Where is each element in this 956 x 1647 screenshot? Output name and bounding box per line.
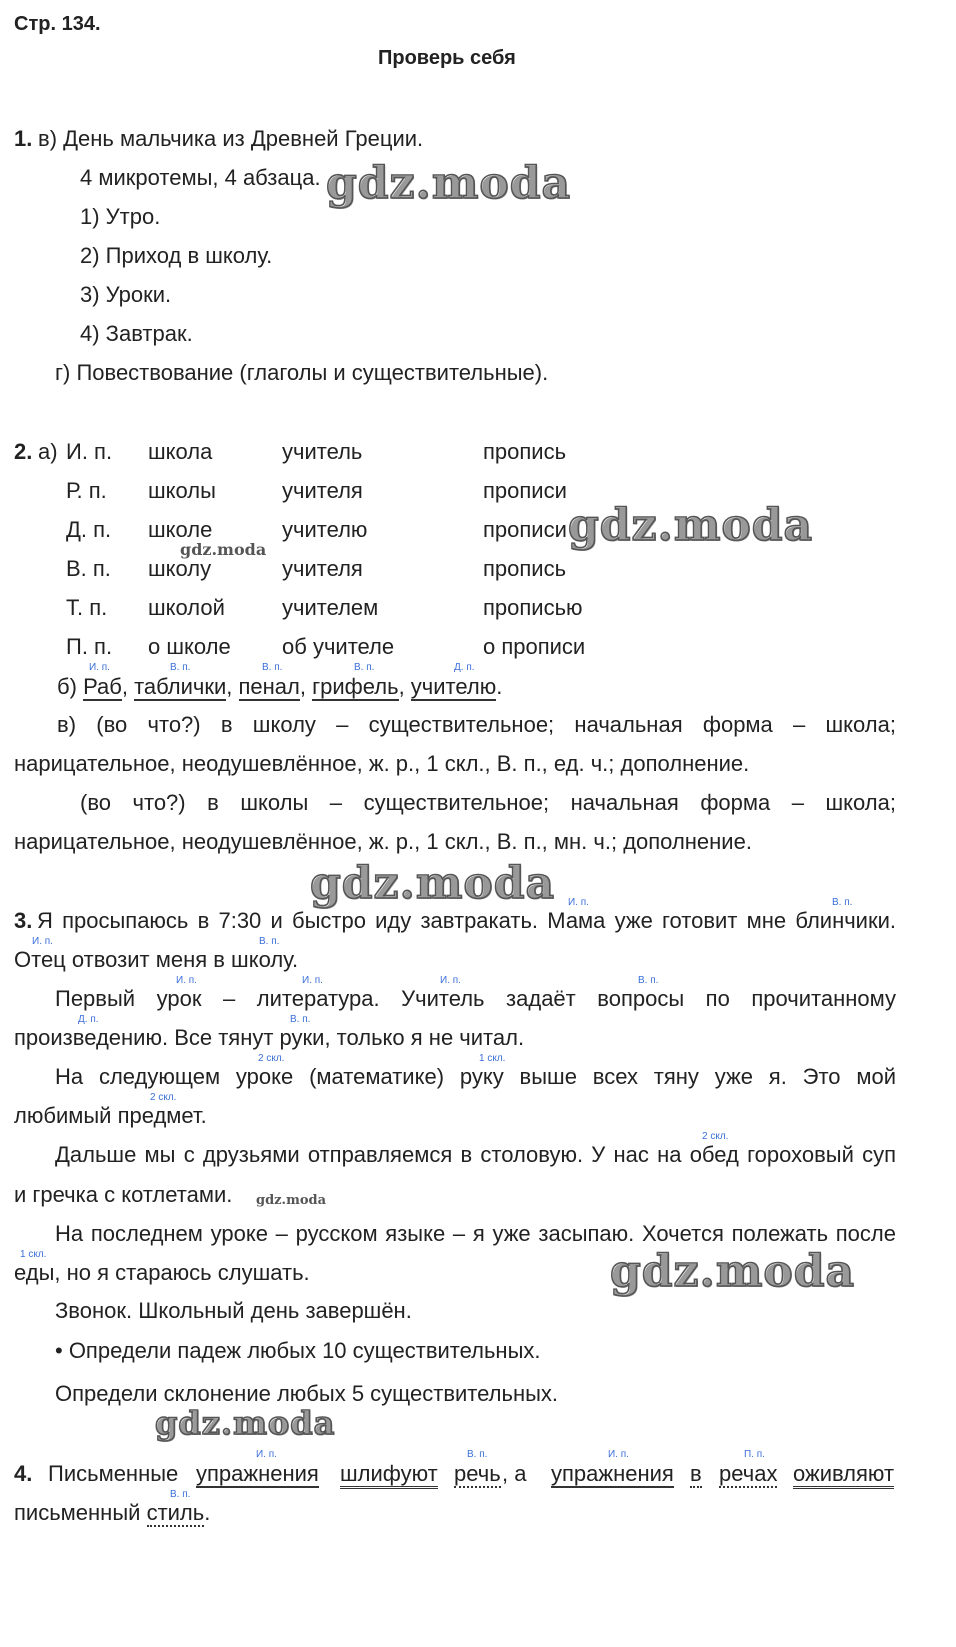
table-cell: И. п. <box>66 439 113 464</box>
table-cell: школой <box>148 595 225 620</box>
case-annotation: В. п. <box>354 662 375 673</box>
task3-subtask: Определи склонение любых 5 существительных. <box>55 1381 559 1406</box>
task3-text-line: На следующем уроке (математике) руку выше всех тяну уже я. Это мой <box>55 1064 896 1089</box>
watermark: gdz.moda <box>155 1404 336 1442</box>
word: учителю <box>410 674 497 699</box>
task4-line2 <box>14 1502 210 1524</box>
task-number: 3. <box>14 908 33 933</box>
list-item: 2) Приход в школу. <box>80 243 273 268</box>
task3-text-line: произведению. Все тянут руки, только я не читал. <box>14 1025 525 1050</box>
case-annotation: И. п. <box>440 975 461 986</box>
task-number: 4. <box>14 1461 33 1486</box>
adverbial-word: речах <box>719 1461 778 1486</box>
case-annotation: И. п. <box>32 936 53 947</box>
table-cell: школы <box>148 478 216 503</box>
separator: . <box>204 1500 211 1525</box>
separator: , <box>121 674 135 699</box>
case-annotation: И. п. <box>568 897 589 908</box>
table-cell: учителю <box>282 517 368 542</box>
separator: , <box>226 674 239 699</box>
task2-b-label: б) <box>57 674 77 699</box>
table-cell: о прописи <box>483 634 586 659</box>
watermark: gdz.moda <box>326 158 572 209</box>
task-number: 1. <box>14 126 33 151</box>
case-annotation: В. п. <box>259 936 280 947</box>
word: письменный <box>14 1500 141 1525</box>
table-cell: школу <box>148 556 212 581</box>
task3-text-line: На последнем уроке – русском языке – я уже засыпаю. Хочется полежать после <box>55 1221 896 1246</box>
word: таблички <box>134 674 227 699</box>
task4-word <box>551 1463 674 1485</box>
case-annotation: В. п. <box>467 1449 488 1460</box>
object-word: стиль <box>146 1500 205 1525</box>
page-ref: Стр. 134. <box>14 13 101 35</box>
task2-v-line: нарицательное, неодушевлённое, ж. р., 1 скл., В. п., ед. ч.; дополнение. <box>14 751 750 776</box>
watermark: gdz.moda <box>180 540 267 559</box>
declension-annotation: 2 скл. <box>258 1053 285 1064</box>
case-annotation: И. п. <box>176 975 197 986</box>
table-cell: учителя <box>282 478 363 503</box>
watermark: gdz.moda <box>610 1246 856 1297</box>
task3-text-line: и гречка с котлетами. <box>14 1182 233 1207</box>
task2-a-label: а) <box>38 439 58 464</box>
task1-g-line: г) Повествование (глаголы и существительные). <box>55 360 549 385</box>
case-annotation: В. п. <box>290 1014 311 1025</box>
case-annotation: В. п. <box>170 1489 191 1500</box>
page-title: Проверь себя <box>378 47 516 69</box>
task4-word <box>454 1463 501 1485</box>
task2-v-line: (во что?) в школы – существительное; начальная форма – школа; <box>80 790 896 815</box>
task3-text-line: Дальше мы с друзьями отправляемся в столовую. У нас на обед гороховый суп <box>55 1142 896 1167</box>
table-cell: Д. п. <box>66 517 112 542</box>
word: Раб <box>83 674 122 699</box>
declension-annotation: 1 скл. <box>20 1249 47 1260</box>
case-annotation: В. п. <box>262 662 283 673</box>
table-cell: В. п. <box>66 556 111 581</box>
task4-word <box>719 1463 777 1485</box>
declension-annotation: 2 скл. <box>150 1092 177 1103</box>
task4-word <box>340 1463 438 1485</box>
table-cell: школа <box>148 439 213 464</box>
separator: . <box>496 674 503 699</box>
task4-word <box>690 1463 702 1485</box>
case-annotation: В. п. <box>638 975 659 986</box>
list-item: 3) Уроки. <box>80 282 172 307</box>
table-cell: Р. п. <box>66 478 107 503</box>
list-item: 4) Завтрак. <box>80 321 193 346</box>
task3-text-line: любимый предмет. <box>14 1103 207 1128</box>
case-annotation: П. п. <box>744 1449 765 1460</box>
table-cell: пропись <box>483 556 567 581</box>
case-annotation: В. п. <box>832 897 853 908</box>
task1-microthemes: 4 микротемы, 4 абзаца. <box>80 165 321 190</box>
list-item: 1) Утро. <box>80 204 161 229</box>
separator: , <box>398 674 411 699</box>
task2-v-line: в) (во что?) в школу – существительное; начальная форма – школа; <box>57 712 896 737</box>
case-annotation: Д. п. <box>78 1014 99 1025</box>
object-word: речь <box>454 1461 501 1486</box>
case-annotation: И. п. <box>256 1449 277 1460</box>
case-annotation: И. п. <box>302 975 323 986</box>
task-number: 2. <box>14 439 33 464</box>
task4-word <box>196 1463 319 1485</box>
table-cell: прописи <box>483 478 567 503</box>
table-cell: об учителе <box>282 634 395 659</box>
table-cell: школе <box>148 517 213 542</box>
watermark: gdz.moda <box>256 1193 327 1208</box>
table-cell: учитель <box>282 439 363 464</box>
table-cell: Т. п. <box>66 595 108 620</box>
declension-annotation: 1 скл. <box>479 1053 506 1064</box>
case-annotation: И. п. <box>89 662 110 673</box>
task4-word: , а <box>502 1461 527 1486</box>
table-cell: учителем <box>282 595 379 620</box>
table-cell: о школе <box>148 634 231 659</box>
watermark: gdz.moda <box>568 500 814 551</box>
task2-v-line: нарицательное, неодушевлённое, ж. р., 1 скл., В. п., мн. ч.; дополнение. <box>14 829 752 854</box>
task3-text-line: Я просыпаюсь в 7:30 и быстро иду завтракать. Мама уже готовит мне блинчики. <box>37 908 896 933</box>
task1-v-line: в) День мальчика из Древней Греции. <box>38 126 424 151</box>
task2-b-line <box>57 676 502 698</box>
task3-text-line: Звонок. Школьный день завершён. <box>55 1298 412 1323</box>
word: пенал <box>238 674 300 699</box>
task4-word <box>793 1463 894 1485</box>
task4-word: Письменные <box>48 1461 179 1486</box>
task3-text-line: Отец отвозит меня в школу. <box>14 947 299 972</box>
task3-text-line: Первый урок – литература. Учитель задаёт вопросы по прочитанному <box>55 986 896 1011</box>
table-cell: учителя <box>282 556 363 581</box>
subject-word: упражнения <box>551 1461 674 1486</box>
subject-word: упражнения <box>196 1461 319 1486</box>
word: грифель <box>312 674 399 699</box>
predicate-word: шлифуют <box>340 1461 438 1489</box>
table-cell: прописью <box>483 595 583 620</box>
predicate-word: оживляют <box>793 1461 894 1489</box>
table-cell: пропись <box>483 439 567 464</box>
separator: , <box>299 674 313 699</box>
declension-annotation: 2 скл. <box>702 1131 729 1142</box>
adverbial-word: в <box>690 1461 702 1486</box>
case-annotation: И. п. <box>608 1449 629 1460</box>
case-annotation: В. п. <box>170 662 191 673</box>
table-cell: П. п. <box>66 634 113 659</box>
case-annotation: Д. п. <box>454 662 475 673</box>
task3-text-line: еды, но я стараюсь слушать. <box>14 1260 310 1285</box>
task3-bullet: • Определи падеж любых 10 существительных. <box>55 1338 541 1363</box>
table-cell: прописи <box>483 517 567 542</box>
watermark: gdz.moda <box>310 858 556 909</box>
